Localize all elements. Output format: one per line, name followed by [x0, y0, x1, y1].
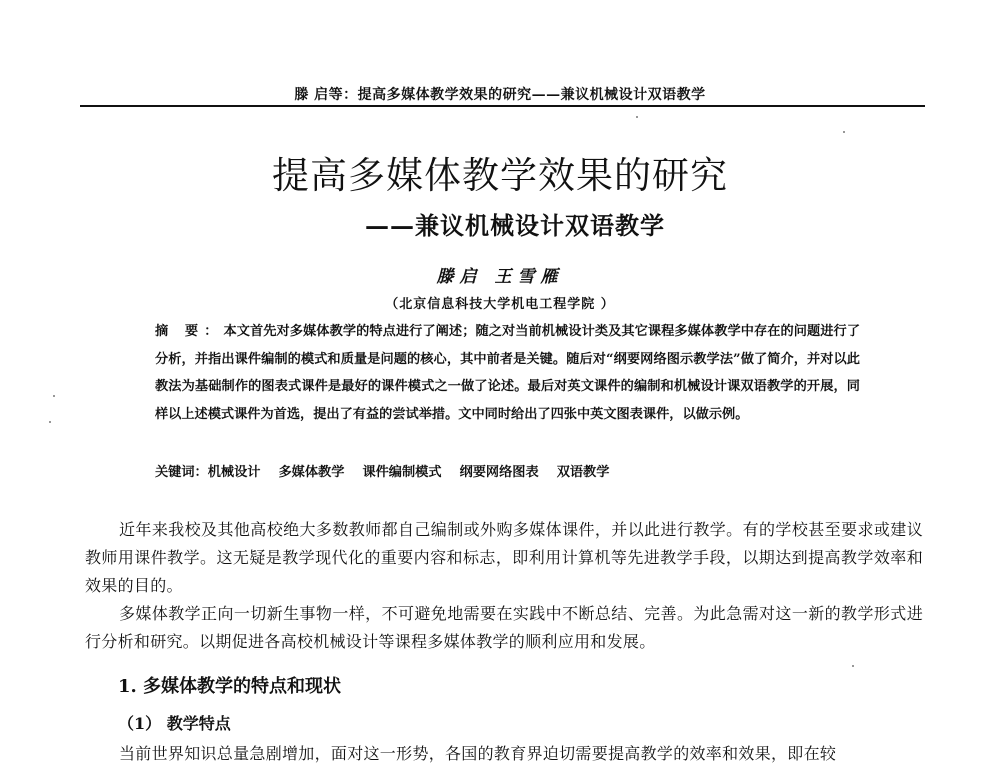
keywords — [155, 461, 860, 480]
authors: 滕启 王雪雁 — [436, 267, 564, 287]
abstract-text: 本文首先对多媒体教学的特点进行了阐述；随之对当前机械设计类及其它课程多媒体教学中存在的问题进行了分析，并指出课件编制的模式和质量是问题的核心，其中前者是关键。随后对“纲要网络图示教学法”做了简介，并对以此教法为基础制作的图表式课件是最好的课件模式之一做了论述。最后对英文课件的编制和机械设计课双语教学的开展，同样以上述模式课件为首选，提出了有益的尝试举措。文中同时给出了四张中英文图表课件，以做示例。 — [155, 324, 861, 422]
paper-subtitle: ——兼议机械设计双语教学 — [365, 211, 665, 240]
body-paragraph: 当前世界知识总量急剧增加，面对这一形势，各国的教育界迫切需要提高教学的效率和效果，即在较 — [119, 744, 837, 763]
body-paragraph: 近年来我校及其他高校绝大多数教师都自己编制或外购多媒体课件，并以此进行教学。有的学校甚至要求或建议教师用课件教学。这无疑是教学现代化的重要内容和标志，即利用计算机等先进教学手段，以期达到提高教学效率和效果的目的。 — [85, 520, 923, 595]
header-rule — [80, 105, 925, 107]
keyword-item: 课件编制模式 — [362, 465, 442, 480]
section-heading: 1. 多媒体教学的特点和现状 — [118, 676, 342, 697]
paper-title: 提高多媒体教学效果的研究 — [272, 154, 728, 197]
scan-speck — [49, 421, 51, 423]
keyword-item: 纲要网络图表 — [459, 465, 539, 480]
keyword-item: 多媒体教学 — [278, 465, 345, 480]
keyword-item: 双语教学 — [556, 465, 610, 480]
scan-speck — [852, 665, 854, 667]
scan-speck — [53, 395, 55, 397]
scan-speck — [843, 131, 845, 133]
running-head: 滕 启等：提高多媒体教学效果的研究——兼议机械设计双语教学 — [294, 87, 706, 103]
abstract — [155, 318, 860, 428]
subsection-heading: （1） 教学特点 — [118, 714, 231, 733]
abstract-label: 摘 要： — [155, 324, 224, 339]
affiliation: （北京信息科技大学机电工程学院 ） — [385, 297, 615, 312]
keywords-label: 关键词： — [155, 465, 208, 480]
scan-speck — [636, 116, 638, 118]
body-paragraph: 多媒体教学正向一切新生事物一样，不可避免地需要在实践中不断总结、完善。为此急需对这一新的教学形式进行分析和研究。以期促进各高校机械设计等课程多媒体教学的顺利应用和发展。 — [85, 604, 923, 651]
keyword-item: 机械设计 — [207, 465, 261, 480]
